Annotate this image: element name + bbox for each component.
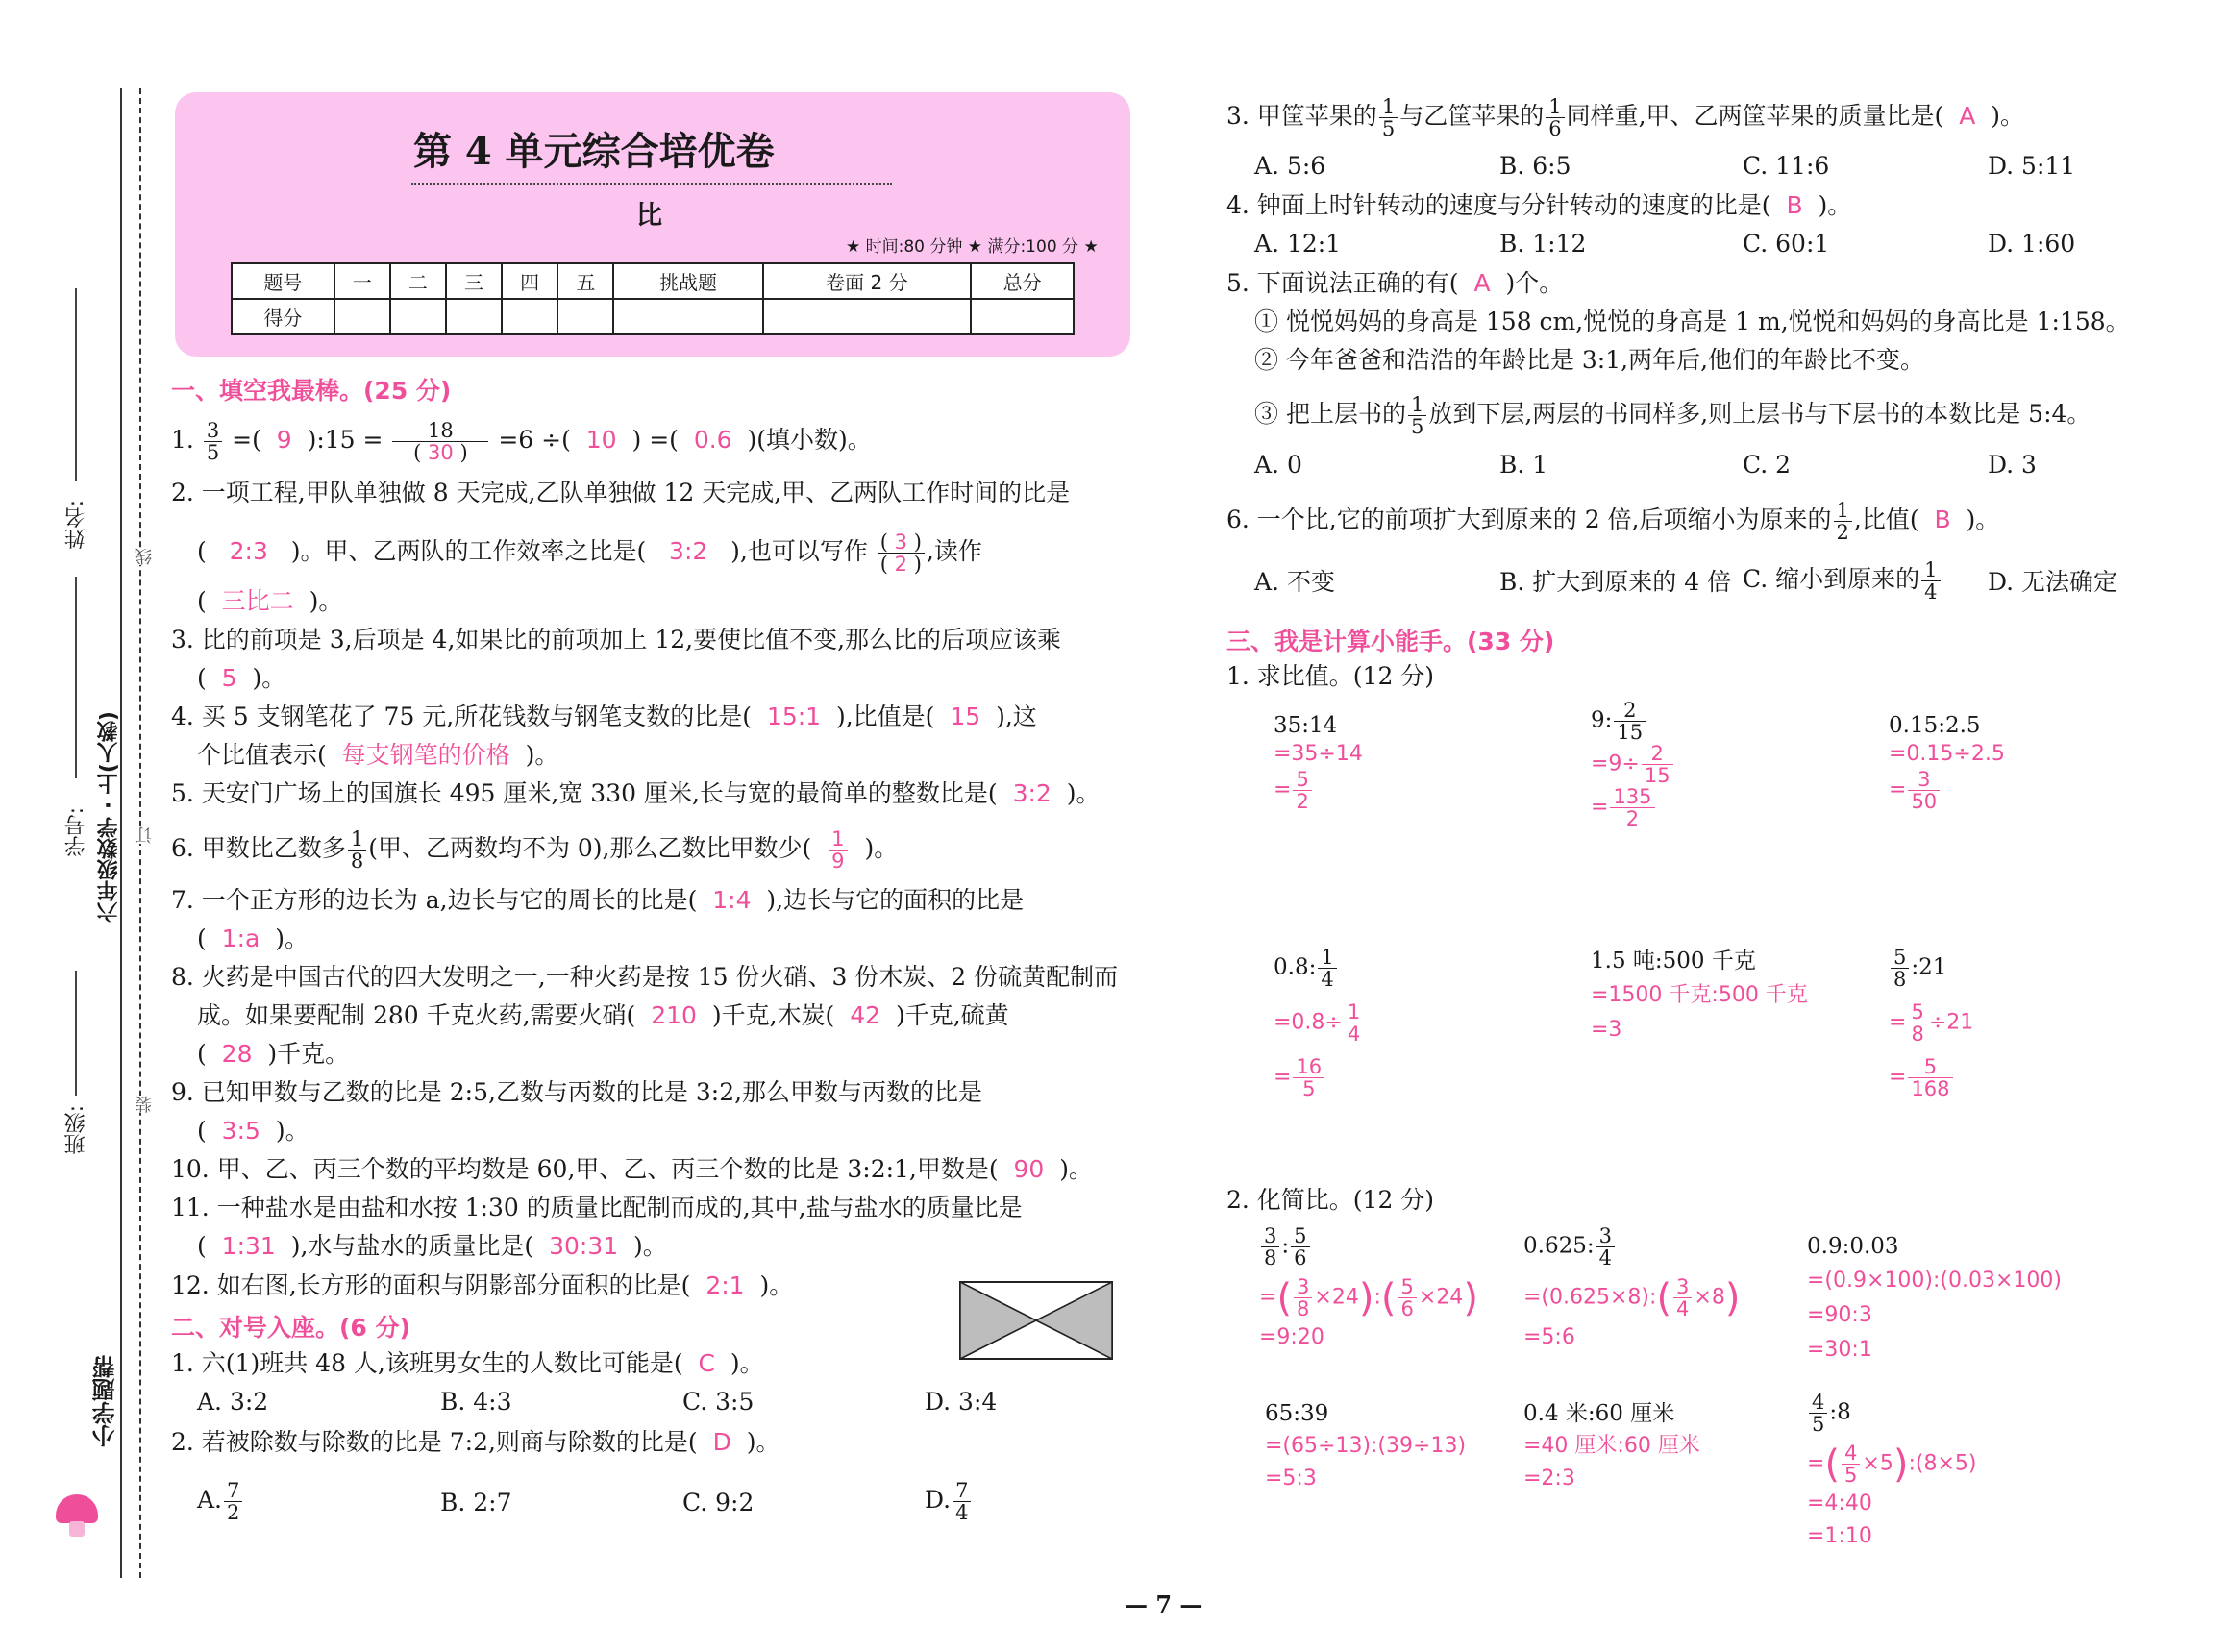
score-table (231, 262, 1075, 335)
student-no-label: 学号: (64, 807, 88, 857)
q1-8-line2: 成。如果要配制 280 千克火药,需要火硝( 210 )千克,木炭( 42 )千克,硫黄 (197, 1001, 1009, 1029)
score-table-score-row (232, 299, 1074, 334)
time-score-meta: ★ 时间:80 分钟 ★ 满分:100 分 ★ (846, 237, 1099, 257)
q1-6: 6. 甲数比乙数多 $\frac{1}{8}$ (甲、乙两数均不为 0),那么乙数比甲数少( $\frac{1}{9}$ )。 (171, 827, 899, 873)
q1-10: 10. 甲、乙、丙三个数的平均数是 60,甲、乙、丙三个数的比是 3:2:1,甲数是( 90 )。 (171, 1155, 1094, 1183)
answer: 每支钢笔的价格 (341, 741, 510, 769)
calc-result: =1:10 (1807, 1524, 1872, 1548)
simplify-1 (1259, 1225, 1478, 1352)
answer: 2:3 (229, 537, 268, 565)
answer: A (1959, 102, 1976, 130)
calc-result: =5:3 (1265, 1467, 1317, 1491)
cut-mark-bind: 订 (133, 826, 158, 844)
q1-5: 5. 天安门广场上的国旗长 495 厘米,宽 330 厘米,长与宽的最简单的整数比是( 3:2 )。 (171, 779, 1101, 807)
q1-7-line1: 7. 一个正方形的边长为 a,边长与它的周长的比是( 1:4 ),边长与它的面积的比是 (171, 886, 1025, 914)
brand-mushroom-stem (69, 1521, 85, 1537)
calc-5 (1591, 947, 1808, 1045)
score-col-3: 三 (446, 263, 502, 299)
brand-text: 小学题帮 (92, 1355, 119, 1447)
calc-step: =9÷ $\frac{2}{15}$ (1591, 743, 1675, 786)
answer: A (1473, 269, 1491, 297)
score-cell[interactable] (390, 299, 446, 334)
class-line (75, 971, 77, 1096)
q2-2: 2. 若被除数与除数的比是 7:2,则商与除数的比是( D )。 (171, 1428, 780, 1456)
simplify-3 (1807, 1232, 2062, 1365)
q1-11-line1: 11. 一种盐水是由盐和水按 1:30 的质量比配制而成的,其中,盐与盐水的质量比是 (171, 1194, 1023, 1221)
cut-mark-staple: 装 (133, 1096, 158, 1113)
calc-result: = $\frac{3}{50}$ (1889, 769, 2005, 812)
answer: 210 (651, 1001, 697, 1029)
q2-2-option-a[interactable]: A. $\frac{7}{2}$ (197, 1480, 244, 1523)
brand-mushroom-icon (56, 1494, 98, 1523)
q2-6-option-a[interactable]: A. 不变 (1254, 568, 1335, 596)
answer: B (1786, 191, 1803, 219)
q2-4-option-b[interactable]: B. 1:12 (1499, 230, 1587, 258)
calc-question: 0.9:0.03 (1807, 1234, 1899, 1259)
q2-5-option-b[interactable]: B. 1 (1499, 451, 1548, 479)
fraction: $\frac{1}{8}$ (348, 828, 366, 872)
answer: 42 (850, 1001, 881, 1029)
score-cell[interactable] (446, 299, 502, 334)
answer: 1:4 (712, 886, 752, 914)
answer: B (1934, 505, 1951, 533)
page-title: 第 4 单元综合培优卷 (413, 129, 775, 174)
calc-step: =35÷14 (1274, 742, 1363, 766)
q1-3-line1: 3. 比的前项是 3,后项是 4,如果比的前项加上 12,要使比值不变,那么比的后项应该乘 (171, 626, 1062, 653)
name-line (75, 288, 77, 481)
calc-step: =( $\frac{4}{5}$ ×5):(8×5) (1807, 1442, 1977, 1487)
calc-step: =4:40 (1807, 1492, 1872, 1516)
calc-result: =5:6 (1523, 1325, 1575, 1349)
calc-question: $\frac{4}{5}$ :8 (1807, 1392, 1976, 1435)
fraction: $\frac{7}{4}$ (953, 1480, 971, 1523)
answer: 28 (221, 1040, 253, 1068)
q2-3: 3. 甲筐苹果的 $\frac{1}{5}$ 与乙筐苹果的 $\frac{1}{6}$ 同样重,甲、乙两筐苹果的质量比是( A )。 (1226, 95, 2024, 140)
score-cell[interactable] (763, 299, 972, 334)
q2-6-option-c[interactable]: C. 缩小到原来的 $\frac{1}{4}$ (1743, 559, 1942, 603)
q1-2-line2: ( 2:3 )。甲、乙两队的工作效率之比是( 3:2 ),也可以写作 $\frac{( 3 )}{( 2 )}$ ,读作 (197, 530, 982, 576)
section-2-title: 二、对号入座。(6 分) (171, 1314, 410, 1342)
score-col-neatness: 卷面 2 分 (763, 263, 972, 299)
q1-9-line2: ( 3:5 )。 (197, 1117, 309, 1145)
calc-result: = $\frac{5}{168}$ (1889, 1056, 1973, 1099)
answer: 15 (950, 703, 981, 730)
score-col-1: 一 (334, 263, 390, 299)
calc-step: =(65÷13):(39÷13) (1265, 1434, 1467, 1458)
calc-result: =9:20 (1259, 1325, 1324, 1349)
calc-step: =90:3 (1807, 1303, 1872, 1327)
calc-question: 35:14 (1274, 713, 1338, 738)
calc-question: 65:39 (1265, 1401, 1329, 1426)
rectangle-shaded-figure (959, 1281, 1113, 1360)
q1-7-line2: ( 1:a )。 (197, 925, 309, 952)
answer-fraction: $\frac{1}{9}$ (829, 828, 847, 872)
calc-question: 1.5 吨:500 千克 (1591, 949, 1756, 974)
answer: 三比二 (221, 587, 294, 615)
title-dotted-rule (411, 183, 892, 185)
q2-4-option-a[interactable]: A. 12:1 (1254, 230, 1342, 258)
score-col-challenge: 挑战题 (613, 263, 762, 299)
answer: 3:2 (669, 537, 708, 565)
section-3-part-1: 1. 求比值。(12 分) (1226, 662, 1435, 690)
calc-6 (1889, 947, 1973, 1099)
score-col-total: 总分 (971, 263, 1074, 299)
calc-step: =0.15÷2.5 (1889, 742, 2005, 766)
answer: 1:a (221, 925, 260, 952)
q2-3-option-c[interactable]: C. 11:6 (1743, 152, 1830, 180)
fraction: $\frac{18}{( 30 )}$ (392, 420, 488, 463)
q1-3-line2: ( 5 )。 (197, 664, 286, 692)
cut-mark-line: 线 (133, 548, 158, 565)
score-col-4: 四 (502, 263, 557, 299)
q2-4-option-c[interactable]: C. 60:1 (1743, 230, 1830, 258)
q2-5: 5. 下面说法正确的有( A )个。 (1226, 269, 1564, 297)
calc-result: =30:1 (1807, 1338, 1872, 1362)
page-number: — 7 — (1125, 1590, 1203, 1618)
answer: 10 (585, 426, 617, 454)
answer: C (698, 1349, 715, 1377)
fraction: $\frac{1}{5}$ (1408, 394, 1426, 437)
calc-result: = $\frac{5}{2}$ (1274, 769, 1363, 812)
q2-1-option-c[interactable]: C. 3:5 (682, 1388, 755, 1416)
q2-5-option-c[interactable]: C. 2 (1743, 451, 1792, 479)
calc-result: = $\frac{16}{5}$ (1274, 1056, 1365, 1099)
q2-2-option-b[interactable]: B. 2:7 (440, 1489, 512, 1516)
calc-step: =( $\frac{3}{8}$ ×24):( $\frac{5}{6}$ ×24) (1259, 1275, 1478, 1320)
simplify-2 (1523, 1225, 1740, 1352)
calc-question: $\frac{5}{8}$ :21 (1889, 947, 1973, 990)
q2-2-option-d[interactable]: D. $\frac{7}{4}$ (925, 1480, 973, 1523)
page-subtitle: 比 (636, 201, 662, 231)
calc-step: =(0.9×100):(0.03×100) (1807, 1269, 2062, 1293)
name-label: 姓名: (64, 500, 88, 550)
simplify-4 (1265, 1399, 1466, 1493)
q1-11-line2: ( 1:31 ),水与盐水的质量比是( 30:31 )。 (197, 1232, 667, 1260)
q-number: 1. (171, 426, 194, 454)
answer: 30:31 (549, 1232, 619, 1260)
class-label: 班级: (64, 1105, 88, 1155)
section-3-title: 三、我是计算小能手。(33 分) (1226, 628, 1555, 655)
section-1-title: 一、填空我最棒。(25 分) (171, 377, 452, 405)
calc-question: 0.15:2.5 (1889, 713, 1981, 738)
score-cell[interactable] (334, 299, 390, 334)
simplify-6 (1807, 1392, 1976, 1551)
score-table-header-row (232, 263, 1074, 299)
section-3-part-2: 2. 化简比。(12 分) (1226, 1186, 1435, 1214)
calc-result: =3 (1591, 1018, 1622, 1042)
q2-5-statement-3: ③ 把上层书的 $\frac{1}{5}$ 放到下层,两层的书同样多,则上层书与下层书的本数比是 5:4。 (1254, 393, 2091, 438)
fraction: $\frac{1}{2}$ (1834, 500, 1852, 543)
q2-6-option-b[interactable]: B. 扩大到原来的 4 倍 (1499, 568, 1732, 596)
q2-3-option-d[interactable]: D. 5:11 (1988, 152, 2076, 180)
answer: 1:31 (221, 1232, 276, 1260)
fraction: $\frac{( 3 )}{( 2 )}$ (878, 531, 925, 575)
score-cell[interactable] (557, 299, 613, 334)
fraction: $\frac{3}{5}$ (204, 420, 222, 463)
answer: 2:1 (705, 1271, 745, 1299)
calc-step: =40 厘米:60 厘米 (1523, 1434, 1700, 1458)
calc-result: =2:3 (1523, 1467, 1575, 1491)
answer: 3:5 (221, 1117, 260, 1145)
calc-step: = $\frac{5}{8}$ ÷21 (1889, 1000, 1974, 1046)
q1-2-line3: ( 三比二 )。 (197, 587, 343, 615)
score-col-5: 五 (557, 263, 613, 299)
grade-label: 六年级数学 · 上(人教) (97, 711, 121, 923)
calc-question: 0.8: $\frac{1}{4}$ (1274, 947, 1365, 990)
score-row-label: 得分 (232, 299, 334, 334)
q1-2-line1: 2. 一项工程,甲队单独做 8 天完成,乙队单独做 12 天完成,甲、乙两队工作时间的比是 (171, 479, 1071, 506)
calc-question: 9: $\frac{2}{15}$ (1591, 700, 1675, 743)
q1-4-line2: 个比值表示( 每支钢笔的价格 )。 (197, 741, 559, 769)
q2-3-option-b[interactable]: B. 6:5 (1499, 152, 1571, 180)
calc-step: =(0.625×8):( $\frac{3}{4}$ ×8) (1523, 1275, 1741, 1320)
score-col-label: 题号 (232, 263, 334, 299)
fraction: $\frac{1}{6}$ (1546, 96, 1564, 139)
answer: 15:1 (766, 703, 822, 730)
q2-1: 1. 六(1)班共 48 人,该班男女生的人数比可能是( C )。 (171, 1349, 764, 1377)
calc-question: 0.4 米:60 厘米 (1523, 1401, 1675, 1426)
calc-2 (1591, 700, 1675, 829)
calc-3 (1889, 711, 2005, 812)
q2-1-option-b[interactable]: B. 4:3 (440, 1388, 512, 1416)
q1-8-line1: 8. 火药是中国古代的四大发明之一,一种火药是按 15 份火硝、3 份木炭、2 份硫黄配制而 (171, 963, 1119, 991)
calc-step: =1500 千克:500 千克 (1591, 983, 1808, 1007)
q2-1-option-d[interactable]: D. 3:4 (925, 1388, 998, 1416)
q1-1: 1. $\frac{3}{5}$ =( 9 ):15 = $\frac{18}{( 30 )}$ =6 ÷( 10 ) =( 0.6 )(填小数)。 (171, 419, 872, 464)
q2-5-statement-1: ① 悦悦妈妈的身高是 158 cm,悦悦的身高是 1 m,悦悦和妈妈的身高比是 1:158。 (1254, 308, 2130, 335)
answer: D (712, 1428, 731, 1456)
q2-2-option-c[interactable]: C. 9:2 (682, 1489, 755, 1516)
q2-5-statement-2: ② 今年爸爸和浩浩的年龄比是 3:1,两年后,他们的年龄比不变。 (1254, 346, 1925, 374)
fraction: $\frac{1}{5}$ (1379, 96, 1398, 139)
score-col-2: 二 (390, 263, 446, 299)
q2-1-option-a[interactable]: A. 3:2 (197, 1388, 269, 1416)
q2-6-option-d[interactable]: D. 无法确定 (1988, 568, 2118, 596)
q1-9-line1: 9. 已知甲数与乙数的比是 2:5,乙数与丙数的比是 3:2,那么甲数与丙数的比是 (171, 1078, 983, 1106)
q2-5-option-d[interactable]: D. 3 (1988, 451, 2037, 479)
calc-1 (1274, 711, 1363, 812)
student-no-line (75, 577, 77, 778)
calc-question: $\frac{3}{8}$ : $\frac{5}{6}$ (1259, 1225, 1478, 1269)
fraction: $\frac{1}{4}$ (1921, 559, 1940, 603)
answer: 5 (221, 664, 237, 692)
simplify-5 (1523, 1399, 1700, 1493)
fraction: $\frac{7}{2}$ (224, 1480, 242, 1523)
calc-result: = $\frac{135}{2}$ (1591, 786, 1675, 829)
score-cell[interactable] (971, 299, 1074, 334)
score-cell[interactable] (613, 299, 762, 334)
q1-4-line1: 4. 买 5 支钢笔花了 75 元,所花钱数与钢笔支数的比是( 15:1 ),比值是( 15 ),这 (171, 703, 1037, 730)
answer: 90 (1013, 1155, 1045, 1183)
q2-3-option-a[interactable]: A. 5:6 (1254, 152, 1326, 180)
q1-12: 12. 如右图,长方形的面积与阴影部分面积的比是( 2:1 )。 (171, 1271, 794, 1299)
score-cell[interactable] (502, 299, 557, 334)
q2-4-option-d[interactable]: D. 1:60 (1988, 230, 2076, 258)
answer: 9 (276, 426, 292, 454)
calc-question: 0.625: $\frac{3}{4}$ (1523, 1225, 1740, 1269)
q1-8-line3: ( 28 )千克。 (197, 1040, 350, 1068)
answer: 3:2 (1012, 779, 1052, 807)
q2-6: 6. 一个比,它的前项扩大到原来的 2 倍,后项缩小为原来的 $\frac{1}{2}$ ,比值( B )。 (1226, 499, 2000, 544)
q2-5-option-a[interactable]: A. 0 (1254, 451, 1302, 479)
calc-step: =0.8÷ $\frac{1}{4}$ (1274, 1001, 1365, 1045)
calc-4 (1274, 947, 1365, 1099)
answer: 0.6 (693, 426, 732, 454)
q2-4: 4. 钟面上时针转动的速度与分针转动的速度的比是( B )。 (1226, 191, 1852, 219)
